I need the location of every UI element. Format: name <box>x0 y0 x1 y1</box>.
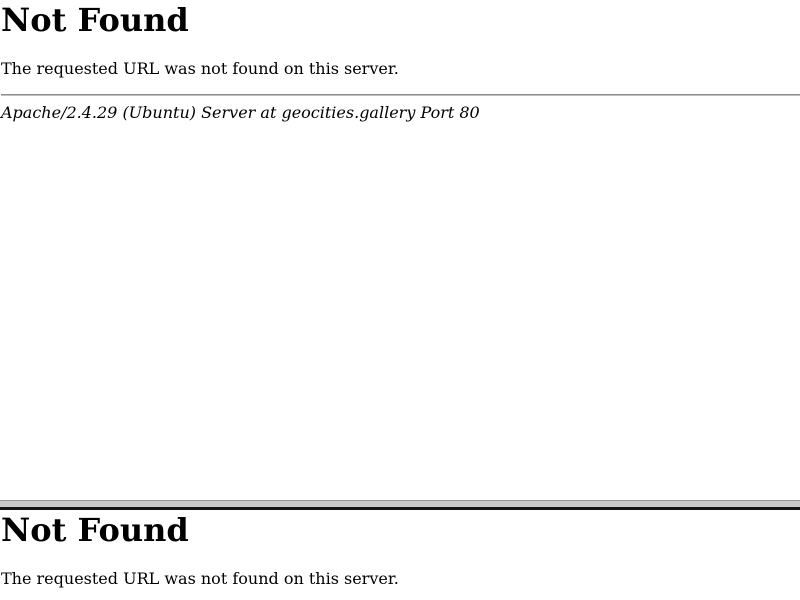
error-message: The requested URL was not found on this server. <box>1 59 399 78</box>
bottom-frame <box>0 510 800 597</box>
not-found-heading: Not Found <box>1 511 189 549</box>
horizontal-rule <box>1 94 800 96</box>
error-message: The requested URL was not found on this server. <box>1 569 399 588</box>
top-frame-content <box>0 0 800 122</box>
server-signature: Apache/2.4.29 (Ubuntu) Server at geocities.gallery Port 80 <box>1 103 480 122</box>
frame-resize-handle[interactable] <box>0 500 800 510</box>
not-found-heading: Not Found <box>1 1 189 39</box>
bottom-frame-content <box>0 510 800 588</box>
